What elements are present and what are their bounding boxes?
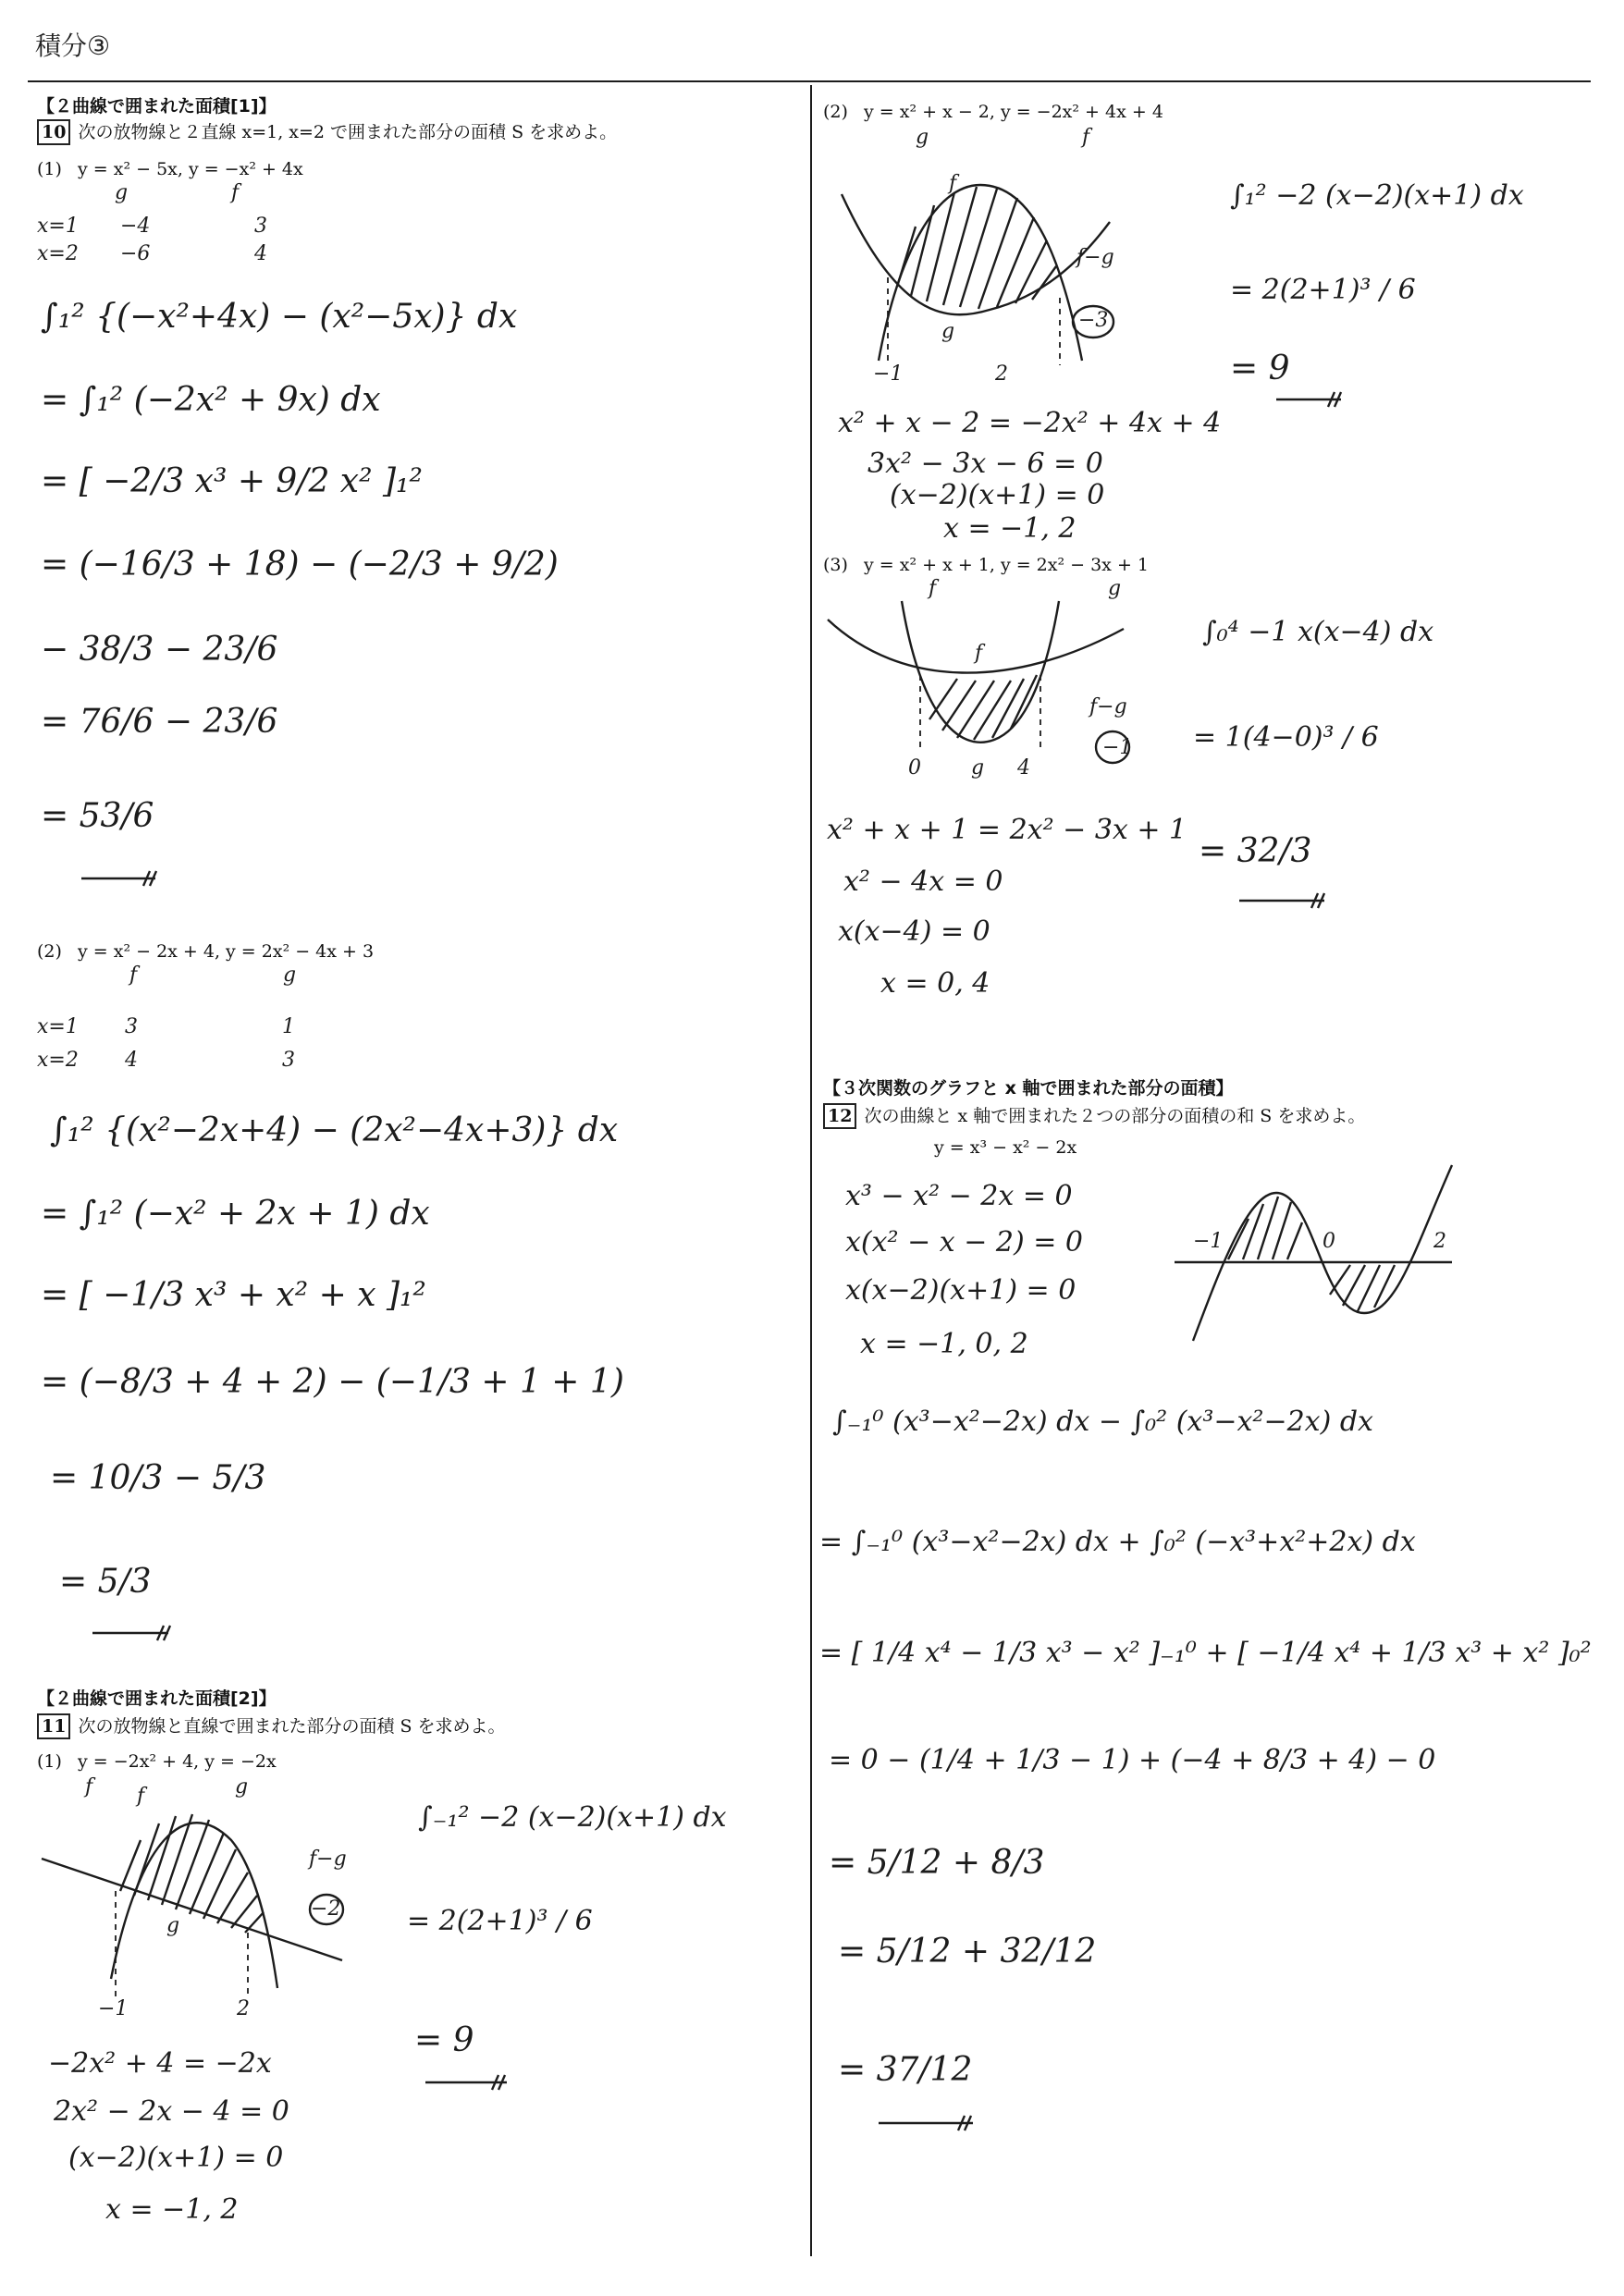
- graph-label: f: [949, 172, 957, 195]
- work-line: x(x−2)(x+1) = 0: [845, 1274, 1077, 1307]
- work-line: = 5/12 + 32/12: [838, 1933, 1097, 1971]
- work-line: = 76/6 − 23/6: [41, 703, 278, 741]
- work-line: = (−16/3 + 18) − (−2/3 + 9/2): [41, 546, 559, 583]
- graph-label: 2: [237, 1997, 250, 2020]
- work-line: = [ −1/3 x³ + x² + x ]₁²: [41, 1276, 426, 1314]
- work-line: = 2(2+1)³ / 6: [1230, 274, 1416, 306]
- problem-number: 12: [823, 1103, 856, 1129]
- problem-number: 11: [37, 1713, 70, 1739]
- section-heading-3: 【３次関数のグラフと x 軸で囲まれた部分の面積】: [823, 1078, 1234, 1099]
- equation: y = −2x² + 4, y = −2x: [78, 1751, 277, 1772]
- graph-label: −1: [1102, 736, 1133, 759]
- work-line: = ∫₁² (−2x² + 9x) dx: [41, 381, 381, 419]
- section-heading-2: 【２曲線で囲まれた面積[2]】: [37, 1688, 277, 1709]
- work-line: = (−8/3 + 4 + 2) − (−1/3 + 1 + 1): [41, 1363, 624, 1401]
- work-line: − 38/3 − 23/6: [41, 631, 278, 669]
- work-line: = 10/3 − 5/3: [50, 1459, 266, 1497]
- work-line: x² + x − 2 = −2x² + 4x + 4: [838, 407, 1222, 439]
- work-line: x = −1, 2: [105, 2193, 239, 2226]
- graph-label: −3: [1078, 309, 1109, 332]
- work-line: x = −1, 2: [943, 512, 1077, 545]
- problem-text: 次の放物線と直線で囲まれた部分の面積 S を求めよ。: [78, 1716, 506, 1737]
- work-line: x³ − x² − 2x = 0: [845, 1180, 1073, 1212]
- final-answer: = 53/6: [41, 797, 154, 835]
- graph-label: g: [941, 320, 955, 343]
- final-answer: = 5/3: [59, 1563, 152, 1601]
- handwritten-f: f: [1082, 126, 1090, 149]
- graph-label: f−g: [1077, 246, 1114, 269]
- graph-label: 4: [1017, 756, 1030, 780]
- graph-label: 2: [995, 362, 1008, 386]
- equation: y = x² + x + 1, y = 2x² − 3x + 1: [864, 555, 1149, 575]
- work-line: ∫₋₁² −2 (x−2)(x+1) dx: [418, 1801, 727, 1834]
- graph-label: f: [137, 1785, 145, 1808]
- handwritten-f: f: [129, 964, 138, 987]
- equation: y = x³ − x² − 2x: [934, 1137, 1077, 1158]
- graph-label: 0: [1323, 1230, 1335, 1253]
- equation: y = x² + x − 2, y = −2x² + 4x + 4: [864, 102, 1163, 122]
- final-answer: = 9: [1230, 350, 1290, 387]
- work-line: ∫₀⁴ −1 x(x−4) dx: [1202, 616, 1434, 648]
- section-heading-1: 【２曲線で囲まれた面積[1]】: [37, 96, 277, 117]
- final-answer: = 9: [414, 2021, 474, 2059]
- equation: y = x² − 2x + 4, y = 2x² − 4x + 3: [78, 941, 375, 962]
- graph-label: 2: [1433, 1230, 1446, 1253]
- graph-label: −2: [311, 1897, 341, 1921]
- work-line: = 2(2+1)³ / 6: [407, 1905, 593, 1937]
- handwritten-g: g: [916, 126, 929, 149]
- work-line: = ∫₋₁⁰ (x³−x²−2x) dx + ∫₀² (−x³+x²+2x) dx: [819, 1526, 1416, 1558]
- work-line: ∫₁² {(x²−2x+4) − (2x²−4x+3)} dx: [50, 1111, 619, 1149]
- work-line: x² − 4x = 0: [843, 866, 1003, 898]
- subproblem-label: (2): [823, 102, 848, 122]
- graph-label: f−g: [309, 1848, 347, 1871]
- table-row: x=1 −4 3: [37, 215, 267, 238]
- subproblem-label: (1): [37, 159, 62, 179]
- final-answer: = 32/3: [1199, 832, 1312, 870]
- graph-label: −1: [873, 362, 904, 386]
- subproblem-label: (2): [37, 941, 62, 962]
- work-line: ∫₋₁⁰ (x³−x²−2x) dx − ∫₀² (x³−x²−2x) dx: [832, 1406, 1373, 1438]
- problem-text: 次の曲線と x 軸で囲まれた２つの部分の面積の和 S を求めよ。: [864, 1106, 1366, 1126]
- subproblem-label: (1): [37, 1751, 62, 1772]
- work-line: 2x² − 2x − 4 = 0: [54, 2095, 289, 2128]
- work-line: (x−2)(x+1) = 0: [68, 2142, 284, 2174]
- work-line: ∫₁² −2 (x−2)(x+1) dx: [1230, 179, 1524, 212]
- work-line: (x−2)(x+1) = 0: [890, 479, 1105, 511]
- work-line: = 5/12 + 8/3: [829, 1844, 1045, 1882]
- work-line: x = 0, 4: [880, 967, 990, 1000]
- work-line: = 0 − (1/4 + 1/3 − 1) + (−4 + 8/3 + 4) − 0: [829, 1744, 1436, 1776]
- work-line: x(x² − x − 2) = 0: [845, 1226, 1083, 1259]
- work-line: ∫₁² {(−x²+4x) − (x²−5x)} dx: [41, 298, 518, 336]
- work-line: −2x² + 4 = −2x: [48, 2047, 272, 2080]
- table-row: x=2 −6 4: [37, 242, 267, 265]
- handwritten-f: f: [231, 181, 240, 204]
- problem-number: 10: [37, 119, 70, 145]
- page-title: 積分③: [35, 31, 111, 61]
- work-line: = [ 1/4 x⁴ − 1/3 x³ − x² ]₋₁⁰ + [ −1/4 x⁴ + 1/3 x³ + x² ]₀²: [819, 1637, 1592, 1669]
- work-line: x = −1, 0, 2: [860, 1328, 1028, 1360]
- handwritten-f: f: [85, 1775, 93, 1799]
- final-answer: = 37/12: [838, 2051, 973, 2089]
- handwritten-g: g: [283, 964, 297, 987]
- work-line: = ∫₁² (−x² + 2x + 1) dx: [41, 1195, 430, 1233]
- handwritten-g: g: [235, 1775, 249, 1799]
- graph-label: −1: [1193, 1230, 1224, 1253]
- problem-text: 次の放物線と２直線 x=1, x=2 で囲まれた部分の面積 S を求めよ。: [78, 122, 618, 142]
- subproblem-label: (3): [823, 555, 848, 575]
- work-line: = [ −2/3 x³ + 9/2 x² ]₁²: [41, 462, 423, 500]
- handwritten-g: g: [115, 181, 129, 204]
- work-line: x² + x + 1 = 2x² − 3x + 1: [827, 814, 1187, 846]
- handwritten-g: g: [1108, 577, 1122, 600]
- handwritten-f: f: [929, 577, 937, 600]
- graph-label: f: [975, 642, 983, 665]
- work-line: = 1(4−0)³ / 6: [1193, 721, 1379, 754]
- table-row: x=1 3 1: [37, 1015, 295, 1038]
- equation: y = x² − 5x, y = −x² + 4x: [78, 159, 303, 179]
- work-line: x(x−4) = 0: [838, 915, 990, 948]
- graph-label: −1: [98, 1997, 129, 2020]
- work-line: 3x² − 3x − 6 = 0: [867, 448, 1103, 480]
- graph-label: f−g: [1089, 695, 1127, 718]
- graph-label: g: [971, 756, 985, 780]
- table-row: x=2 4 3: [37, 1049, 295, 1072]
- graph-label: g: [166, 1914, 180, 1937]
- graph-label: 0: [908, 756, 921, 780]
